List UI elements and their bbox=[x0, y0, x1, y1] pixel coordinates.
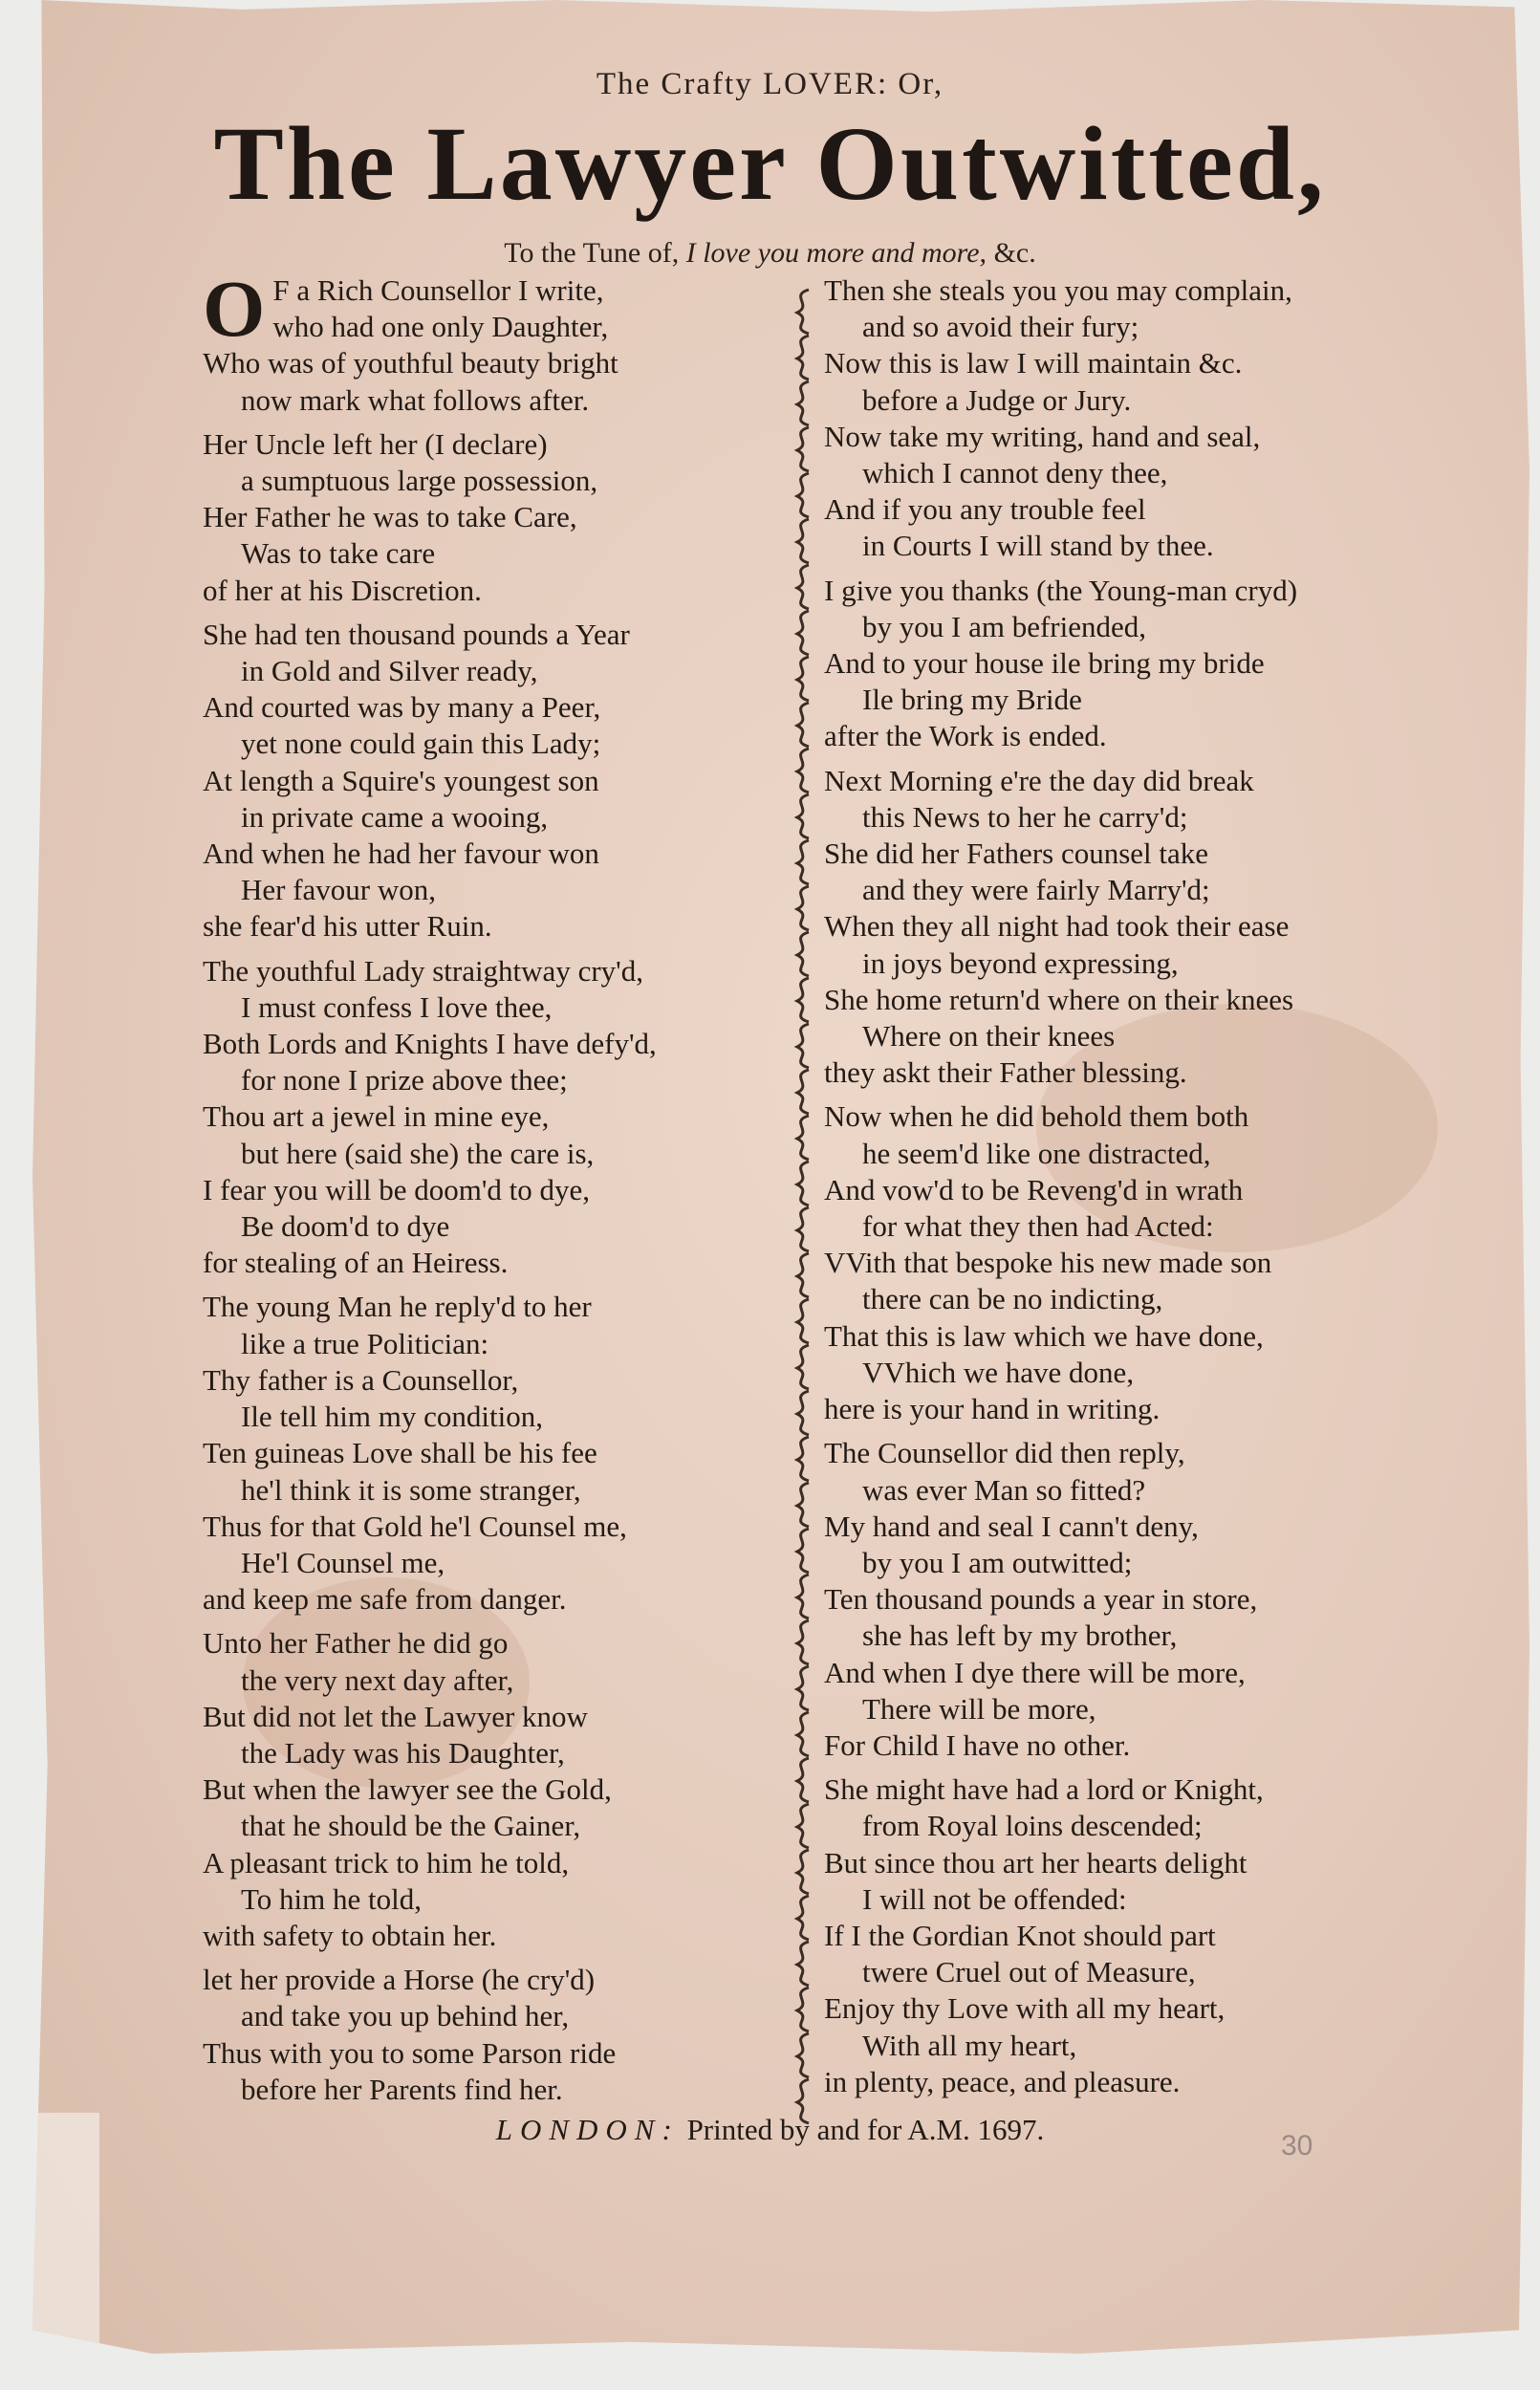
stanza bbox=[203, 617, 776, 945]
verse-line: with safety to obtain her. bbox=[203, 1918, 497, 1952]
verse-line: Thus for that Gold he'l Counsel me, bbox=[203, 1509, 627, 1543]
verse-line: in plenty, peace, and pleasure. bbox=[824, 2064, 1181, 2098]
verse-line: they askt their Father blessing. bbox=[824, 1055, 1187, 1090]
verse-line: but here (said she) the care is, bbox=[241, 1136, 595, 1170]
verse-line: let her provide a Horse (he cry'd) bbox=[203, 1963, 596, 1997]
stanza bbox=[203, 953, 776, 1282]
verse-line: But since thou art her hearts delight bbox=[824, 1845, 1247, 1879]
verse-line: When they all night had took their ease bbox=[824, 909, 1290, 944]
verse-line: in Gold and Silver ready, bbox=[241, 654, 538, 688]
verse-line: At length a Squire's youngest son bbox=[203, 763, 599, 797]
verse-line: for stealing of an Heiress. bbox=[203, 1246, 509, 1280]
verse-line: by you I am outwitted; bbox=[862, 1545, 1133, 1579]
verse-line: like a true Politician: bbox=[241, 1326, 489, 1360]
verse-line: she fear'd his utter Ruin. bbox=[203, 909, 492, 944]
brace-segment bbox=[797, 1345, 809, 1389]
brace-segment bbox=[797, 336, 809, 380]
brace-segment bbox=[797, 1988, 809, 2032]
brace-segment bbox=[797, 932, 809, 976]
verse-line: There will be more, bbox=[862, 1691, 1096, 1726]
verse-line: Her Father he was to take Care, bbox=[203, 500, 577, 534]
verse-line: after the Work is ended. bbox=[824, 719, 1107, 753]
tune-suffix: &c. bbox=[993, 237, 1036, 269]
stanza bbox=[203, 1625, 776, 1954]
verse-line: Ten guineas Love shall be his fee bbox=[203, 1436, 597, 1470]
stanza bbox=[824, 272, 1493, 565]
verse-line: For Child I have no other. bbox=[824, 1727, 1131, 1762]
verse-line: who had one only Daughter, bbox=[272, 310, 609, 344]
verse-line: VVhich we have done, bbox=[862, 1355, 1135, 1389]
verse-line: he'l think it is some stranger, bbox=[241, 1472, 581, 1507]
pencil-mark: 30 bbox=[1281, 2130, 1313, 2162]
verse-line: a sumptuous large possession, bbox=[241, 464, 598, 498]
brace-segment bbox=[797, 1575, 809, 1619]
verse-line: there can be no indicting, bbox=[862, 1282, 1163, 1316]
verse-line: in private came a wooing, bbox=[241, 799, 549, 834]
brace-segment bbox=[797, 611, 809, 655]
verse-line: And if you any trouble feel bbox=[824, 492, 1146, 527]
verse-line: which I cannot deny thee, bbox=[862, 456, 1168, 490]
verse-line: I must confess I love thee, bbox=[241, 989, 553, 1024]
stanza bbox=[824, 573, 1493, 755]
verse-line: That this is law which we have done, bbox=[824, 1318, 1264, 1353]
verse-line: She home return'd where on their knees bbox=[824, 982, 1294, 1016]
brace-segment bbox=[797, 427, 809, 471]
brace-ornaments bbox=[772, 280, 830, 2130]
verse-line: Was to take care bbox=[241, 536, 436, 571]
brace-segment bbox=[797, 2033, 809, 2077]
drop-cap: O bbox=[203, 265, 266, 354]
brace-segment bbox=[797, 1850, 809, 1894]
stanza bbox=[203, 426, 776, 609]
brace-segment bbox=[797, 1024, 809, 1068]
verse-line: With all my heart, bbox=[862, 2028, 1077, 2062]
verse-line: The Counsellor did then reply, bbox=[824, 1436, 1185, 1470]
brace-segment bbox=[797, 1942, 809, 1986]
verse-line: of her at his Discretion. bbox=[203, 573, 482, 607]
verse-line: The youthful Lady straightway cry'd, bbox=[203, 953, 643, 988]
verse-line: and they were fairly Marry'd; bbox=[862, 873, 1210, 907]
brace-segment bbox=[797, 1070, 809, 1114]
verse-line: She had ten thousand pounds a Year bbox=[203, 617, 630, 651]
brace-segment bbox=[797, 840, 809, 884]
verse-line: Now when he did behold them both bbox=[824, 1099, 1249, 1134]
brace-segment bbox=[797, 794, 809, 838]
verse-line: Ile tell him my condition, bbox=[241, 1400, 543, 1434]
verse-line: If I the Gordian Knot should part bbox=[824, 1918, 1216, 1952]
verse-line: Her Uncle left her (I declare) bbox=[203, 426, 548, 461]
verse-line: And when he had her favour won bbox=[203, 836, 599, 871]
verse-line: I fear you will be doom'd to dye, bbox=[203, 1172, 591, 1206]
stanza bbox=[203, 1289, 776, 1618]
verse-line: Who was of youthful beauty bright bbox=[203, 346, 618, 380]
verse-line: for what they then had Acted: bbox=[862, 1209, 1214, 1244]
verse-line: Unto her Father he did go bbox=[203, 1626, 509, 1661]
verse-line: was ever Man so fitted? bbox=[862, 1472, 1146, 1507]
stanza bbox=[824, 1435, 1493, 1764]
brace-segment bbox=[797, 1712, 809, 1756]
verse-line: To him he told, bbox=[241, 1881, 422, 1916]
brace-segment bbox=[797, 1253, 809, 1297]
verse-line: the very next day after, bbox=[241, 1662, 514, 1697]
brace-segment bbox=[797, 473, 809, 517]
brace-segment bbox=[797, 1483, 809, 1527]
brace-segment bbox=[797, 381, 809, 425]
verse-line: And to your house ile bring my bride bbox=[824, 646, 1265, 681]
verse-line: Next Morning e're the day did break bbox=[824, 763, 1254, 797]
imprint-text: Printed by and for A.M. 1697. bbox=[686, 2113, 1045, 2146]
verse-line: that he should be the Gainer, bbox=[241, 1809, 581, 1843]
verse-line: But did not let the Lawyer know bbox=[203, 1699, 588, 1733]
brace-segment bbox=[797, 1896, 809, 1940]
verse-line: for none I prize above thee; bbox=[241, 1063, 568, 1097]
brace-segment bbox=[797, 1666, 809, 1710]
brace-segment bbox=[797, 886, 809, 930]
verse-line: in joys beyond expressing, bbox=[862, 945, 1179, 980]
verse-line: this News to her he carry'd; bbox=[862, 799, 1188, 834]
verse-line: Then she steals you you may complain, bbox=[824, 273, 1292, 307]
verse-line: Now this is law I will maintain &c. bbox=[824, 346, 1243, 380]
verse-line: before her Parents find her. bbox=[241, 2072, 563, 2106]
brace-segment bbox=[797, 1529, 809, 1573]
verse-line: Now take my writing, hand and seal, bbox=[824, 419, 1261, 453]
verse-line: Thy father is a Counsellor, bbox=[203, 1362, 519, 1397]
right-column bbox=[824, 272, 1493, 2108]
verse-line: Ten thousand pounds a year in store, bbox=[824, 1582, 1258, 1617]
tune-name: I love you more and more, bbox=[685, 237, 987, 269]
verse-line: yet none could gain this Lady; bbox=[241, 727, 601, 761]
brace-segment bbox=[797, 1207, 809, 1251]
verse-line: and take you up behind her, bbox=[241, 1999, 570, 2033]
stanza bbox=[203, 1962, 776, 2108]
verse-line: and so avoid their fury; bbox=[862, 310, 1139, 344]
brace-segment bbox=[797, 1299, 809, 1343]
verse-line: Be doom'd to dye bbox=[241, 1209, 450, 1244]
brace-segment bbox=[797, 1804, 809, 1848]
brace-segment bbox=[797, 565, 809, 609]
verse-line: Ile bring my Bride bbox=[862, 683, 1082, 717]
brace-segment bbox=[797, 1437, 809, 1481]
verse-line: now mark what follows after. bbox=[241, 382, 590, 417]
imprint-city: LONDON: bbox=[495, 2113, 680, 2146]
brace-segment bbox=[797, 290, 809, 334]
brace-segment bbox=[797, 978, 809, 1022]
verse-line: he seem'd like one distracted, bbox=[862, 1136, 1211, 1170]
verse-line: He'l Counsel me, bbox=[241, 1545, 445, 1579]
brace-segment bbox=[797, 519, 809, 563]
verse-line: she has left by my brother, bbox=[862, 1619, 1178, 1653]
verse-line: F a Rich Counsellor I write, bbox=[272, 273, 604, 307]
verse-line: in Courts I will stand by thee. bbox=[862, 529, 1214, 563]
verse-line: Thus with you to some Parson ride bbox=[203, 2035, 617, 2070]
stanza bbox=[824, 1098, 1493, 1427]
brace-segment bbox=[797, 1620, 809, 1664]
brace-segment bbox=[797, 749, 809, 793]
verse-line: Both Lords and Knights I have defy'd, bbox=[203, 1027, 657, 1061]
stanza bbox=[203, 265, 776, 419]
verse-line: VVith that bespoke his new made son bbox=[824, 1246, 1272, 1280]
verse-line: Enjoy thy Love with all my heart, bbox=[824, 1991, 1225, 2026]
brace-segment bbox=[797, 1162, 809, 1206]
brace-segment bbox=[797, 703, 809, 747]
verse-line: I give you thanks (the Young-man cryd) bbox=[824, 573, 1298, 607]
stanza bbox=[824, 763, 1493, 1092]
tune-prefix: To the Tune of, bbox=[504, 237, 680, 269]
verse-line: And when I dye there will be more, bbox=[824, 1655, 1246, 1689]
stanza bbox=[824, 1771, 1493, 2100]
left-column bbox=[203, 265, 776, 2116]
verse-line: A pleasant trick to him he told, bbox=[203, 1845, 570, 1879]
verse-line: from Royal loins descended; bbox=[862, 1809, 1203, 1843]
verse-line: by you I am befriended, bbox=[862, 609, 1146, 643]
verse-line: and keep me safe from danger. bbox=[203, 1582, 567, 1617]
verse-line: And vow'd to be Reveng'd in wrath bbox=[824, 1172, 1244, 1206]
verse-line: here is your hand in writing. bbox=[824, 1392, 1160, 1426]
paper-fold bbox=[33, 2113, 99, 2352]
verse-line: She did her Fathers counsel take bbox=[824, 836, 1209, 871]
verse-line: Thou art a jewel in mine eye, bbox=[203, 1099, 550, 1134]
verse-line: twere Cruel out of Measure, bbox=[862, 1955, 1196, 1989]
verse-line: Where on their knees bbox=[862, 1019, 1116, 1054]
kicker: The Crafty LOVER: Or, bbox=[596, 67, 944, 101]
brace-segment bbox=[797, 1391, 809, 1435]
verse-line: Her favour won, bbox=[241, 873, 437, 907]
verse-line: I will not be offended: bbox=[862, 1881, 1127, 1916]
brace-segment bbox=[797, 1116, 809, 1160]
verse-line: And courted was by many a Peer, bbox=[203, 690, 601, 725]
page-title: The Lawyer Outwitted, bbox=[213, 105, 1327, 222]
verse-line: before a Judge or Jury. bbox=[862, 382, 1132, 417]
verse-line: My hand and seal I cann't deny, bbox=[824, 1509, 1199, 1543]
verse-line: She might have had a lord or Knight, bbox=[824, 1772, 1264, 1807]
verse-line: the Lady was his Daughter, bbox=[241, 1735, 565, 1770]
brace-segment bbox=[797, 1758, 809, 1802]
verse-line: The young Man he reply'd to her bbox=[203, 1290, 592, 1324]
brace-segment bbox=[797, 657, 809, 701]
verse-line: But when the lawyer see the Gold, bbox=[203, 1772, 612, 1807]
